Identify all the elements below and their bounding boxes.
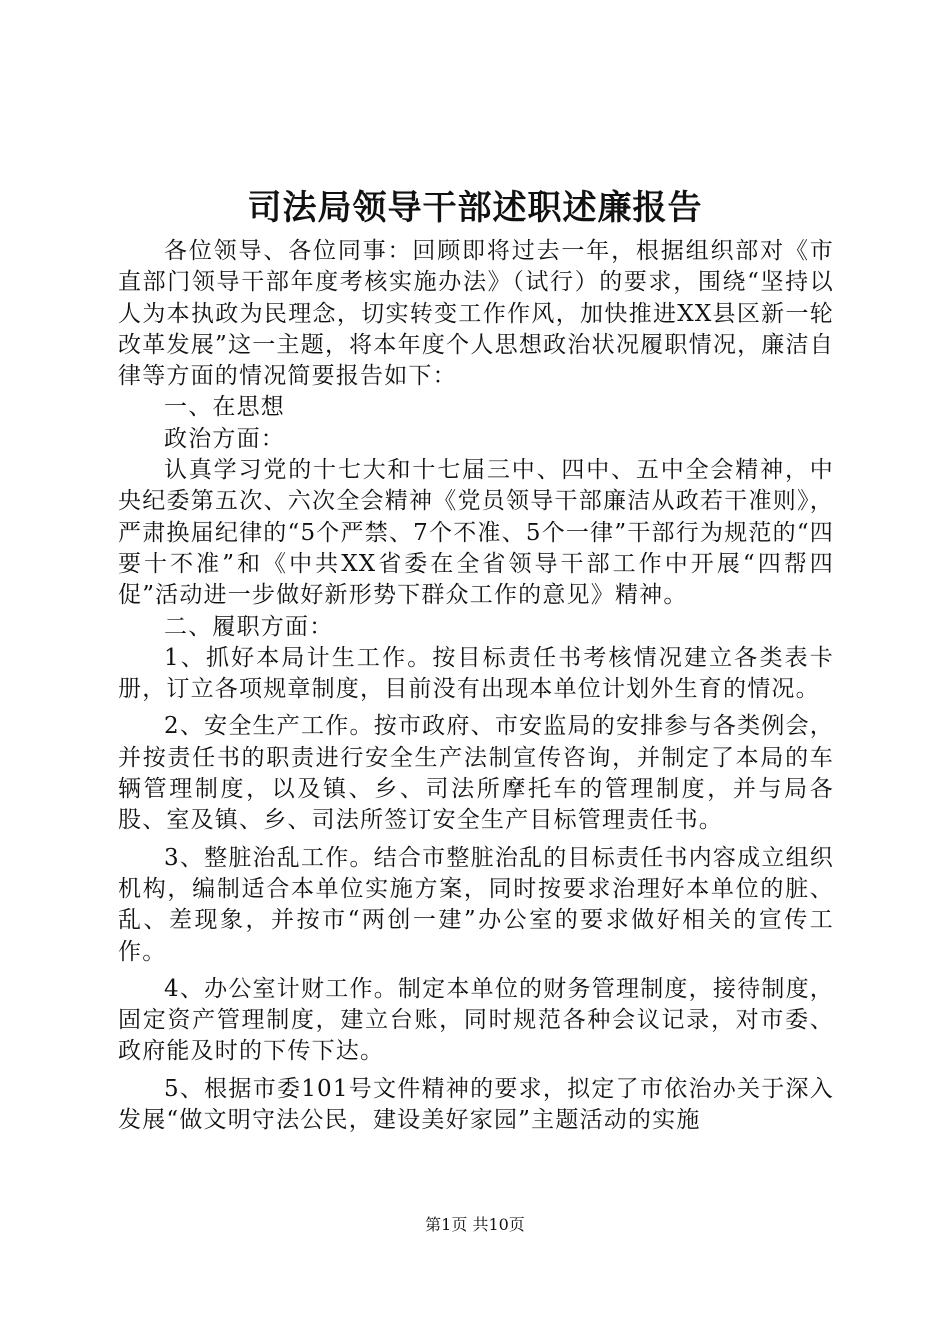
- section-heading-ideology: 一、在思想: [164, 394, 285, 421]
- paragraph-item-4: 4、办公室计财工作。制定本单位的财务管理制度，接待制度，固定资产管理制度，建立台账，同时规范各种会议记录，对市委、政府能及时的下传下达。: [118, 975, 834, 1065]
- document-title: 司法局领导干部述职述廉报告: [247, 188, 703, 228]
- paragraph-item-5: 5、根据市委101号文件精神的要求，拟定了市依治办关于深入发展“做文明守法公民，建设美好家园”主题活动的实施: [118, 1075, 834, 1134]
- paragraph-item-2: 2、安全生产工作。按市政府、市安监局的安排参与各类例会，并按责任书的职责进行安全生产法制宣传咨询，并制定了本局的车辆管理制度，以及镇、乡、司法所摩托车的管理制度，并与局各股、室及镇、乡、司法所签订安全生产目标管理责任书。: [118, 713, 834, 834]
- paragraph-study: 认真学习党的十七大和十七届三中、四中、五中全会精神，中央纪委第五次、六次全会精神《党员领导干部廉洁从政若干准则》，严肃换届纪律的“5个严禁、7个不准、5个一律”干部行为规范的“四要十不准”和《中共XX省委在全省领导干部工作中开展“四帮四促”活动进一步做好新形势下群众工作的意见》精神。: [118, 457, 834, 609]
- section-heading-duties: 二、履职方面：: [164, 613, 334, 640]
- section-subheading-politics: 政治方面：: [164, 425, 285, 452]
- document-body: [118, 236, 834, 1136]
- paragraph-item-3: 3、整脏治乱工作。结合市整脏治乱的目标责任书内容成立组织机构，编制适合本单位实施方案，同时按要求治理好本单位的脏、乱、差现象，并按市“两创一建”办公室的要求做好相关的宣传工作。: [118, 844, 834, 965]
- paragraph-intro: 各位领导、各位同事：回顾即将过去一年，根据组织部对《市直部门领导干部年度考核实施办法》（试行）的要求，围绕“坚持以人为本执政为民理念，切实转变工作作风，加快推进XX县区新一轮改革发展”这一主题，将本年度个人思想政治状况履职情况，廉洁自律等方面的情况简要报告如下：: [118, 238, 834, 390]
- page-footer: 第1页 共10页: [425, 1215, 525, 1234]
- paragraph-item-1: 1、抓好本局计生工作。按目标责任书考核情况建立各类表卡册，订立各项规章制度，目前没有出现本单位计划外生育的情况。: [118, 644, 834, 703]
